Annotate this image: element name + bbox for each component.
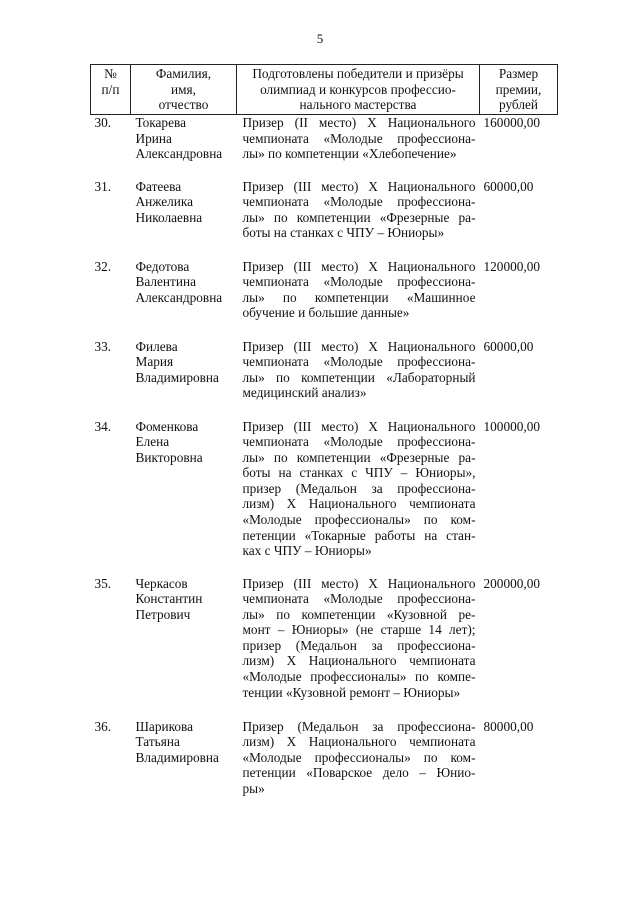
name-line: Валентина	[135, 274, 196, 290]
table-row	[91, 576, 558, 719]
description-line: петенции «Токарные работы на стан-	[242, 527, 476, 543]
description-line: Призер (III место) X Национального	[242, 418, 476, 434]
description-line: «Молодые профессионалы» по компе-	[242, 669, 476, 685]
description-line: тенции «Кузовной ремонт – Юниоры»	[242, 684, 461, 700]
header-desc	[237, 65, 480, 115]
description-line: Призер (III место) X Национального	[242, 338, 476, 354]
award-description	[237, 115, 480, 179]
row-number: 35.	[94, 575, 112, 591]
description-line: лы» по компетенции «Лабораторный	[242, 369, 476, 385]
row-number: 32.	[94, 258, 112, 274]
description-line: лы» по компетенции «Кузовной ре-	[242, 606, 476, 622]
description-line: Призер (III место) X Национального	[242, 575, 476, 591]
name-line: Татьяна	[135, 734, 180, 750]
description-line: лы» по компетенции «Фрезерные ра-	[242, 209, 476, 225]
header-line: олимпиад и конкурсов профессио-	[260, 81, 456, 97]
description-line: лы» по компетенции «Хлебопечение»	[242, 146, 457, 162]
name-line: Константин	[135, 591, 203, 607]
award-amount: 160000,00	[483, 115, 541, 130]
header-line: №	[104, 66, 117, 81]
description-line: Призер (III место) X Национального	[242, 178, 476, 194]
name-line: Шарикова	[135, 718, 194, 734]
description-line: Призер (III место) X Национального	[242, 258, 476, 274]
description-line: лы» по компетенции «Фрезерные ра-	[242, 449, 476, 465]
description-line: Призер (Медальон за профессиона-	[242, 718, 476, 734]
name-line: Черкасов	[135, 575, 188, 591]
description-line: лизм) X Национального чемпионата	[242, 496, 476, 512]
person-name	[131, 719, 237, 809]
table-row	[91, 115, 558, 179]
table-row	[91, 259, 558, 339]
name-line: Владимировна	[135, 369, 219, 385]
person-name	[131, 419, 237, 576]
name-line: Токарева	[135, 115, 186, 130]
header-line: Размер	[498, 66, 539, 81]
person-name	[131, 179, 237, 259]
award-description	[237, 339, 480, 419]
name-line: Анжелика	[135, 194, 194, 210]
award-amount: 120000,00	[483, 258, 541, 274]
table-body	[91, 115, 558, 809]
description-line: ры»	[242, 780, 265, 796]
header-line: Подготовлены победители и призёры	[252, 66, 464, 81]
description-line: обучение и большие данные»	[242, 305, 410, 321]
header-line: п/п	[101, 81, 120, 97]
description-line: петенции «Поварское дело – Юнио-	[242, 765, 476, 781]
name-line: Ирина	[135, 130, 172, 146]
name-line: Владимировна	[135, 749, 219, 765]
award-description	[237, 259, 480, 339]
description-line: чемпионата «Молодые профессиона-	[242, 274, 476, 290]
name-line: Мария	[135, 354, 174, 370]
description-line: «Молодые профессионалы» по ком-	[242, 512, 476, 528]
table-header-row	[91, 65, 558, 115]
table-row	[91, 719, 558, 809]
award-description	[237, 576, 480, 719]
table-row	[91, 339, 558, 419]
award-amount: 200000,00	[483, 575, 541, 591]
name-line: Фоменкова	[135, 418, 199, 434]
row-number: 36.	[94, 718, 112, 734]
description-line: ках с ЧПУ – Юниоры»	[242, 543, 372, 559]
award-amount: 100000,00	[483, 418, 541, 434]
header-line: имя,	[171, 81, 196, 97]
award-table	[90, 64, 558, 809]
row-number: 31.	[94, 178, 112, 194]
description-line: чемпионата «Молодые профессиона-	[242, 354, 476, 370]
person-name	[131, 115, 237, 179]
description-line: Призер (II место) X Национального	[242, 115, 476, 130]
row-number: 33.	[94, 338, 112, 354]
name-line: Викторовна	[135, 449, 203, 465]
table-row	[91, 179, 558, 259]
description-line: боты на станках с ЧПУ – Юниоры»	[242, 225, 445, 241]
name-line: Филева	[135, 338, 178, 354]
award-description	[237, 419, 480, 576]
award-amount: 80000,00	[483, 718, 534, 734]
description-line: лизм) X Национального чемпионата	[242, 734, 476, 750]
award-amount: 60000,00	[483, 338, 534, 354]
page-number: 5	[316, 31, 324, 46]
description-line: лизм) X Национального чемпионата	[242, 653, 476, 669]
description-line: чемпионата «Молодые профессиона-	[242, 591, 476, 607]
award-description	[237, 719, 480, 809]
header-line: нального мастерства	[299, 97, 417, 113]
person-name	[131, 576, 237, 719]
table-row	[91, 419, 558, 576]
description-line: призер (Медальон за профессиона-	[242, 480, 476, 496]
description-line: монт – Юниоры» (не старше 14 лет);	[242, 622, 476, 638]
row-number: 30.	[94, 115, 112, 130]
description-line: чемпионата «Молодые профессиона-	[242, 434, 476, 450]
row-number: 34.	[94, 418, 112, 434]
award-description	[237, 179, 480, 259]
header-line: премии,	[495, 81, 542, 97]
name-line: Петрович	[135, 606, 191, 622]
header-line: рублей	[498, 97, 539, 113]
name-line: Николаевна	[135, 209, 203, 225]
description-line: медицинский анализ»	[242, 385, 367, 401]
description-line: призер (Медальон за профессиона-	[242, 637, 476, 653]
person-name	[131, 259, 237, 339]
description-line: лы» по компетенции «Машинное	[242, 289, 476, 305]
header-amount	[480, 65, 558, 115]
award-amount: 60000,00	[483, 178, 534, 194]
description-line: «Молодые профессионалы» по ком-	[242, 749, 476, 765]
description-line: чемпионата «Молодые профессиона-	[242, 130, 476, 146]
name-line: Елена	[135, 434, 170, 450]
header-name	[131, 65, 237, 115]
person-name	[131, 339, 237, 419]
name-line: Фатеева	[135, 178, 182, 194]
name-line: Александровна	[135, 146, 223, 162]
header-line: отчество	[158, 97, 209, 113]
description-line: чемпионата «Молодые профессиона-	[242, 194, 476, 210]
name-line: Федотова	[135, 258, 190, 274]
header-num	[91, 65, 131, 115]
description-line: боты на станках с ЧПУ – Юниоры»,	[242, 465, 476, 481]
name-line: Александровна	[135, 289, 223, 305]
header-line: Фамилия,	[155, 66, 212, 81]
